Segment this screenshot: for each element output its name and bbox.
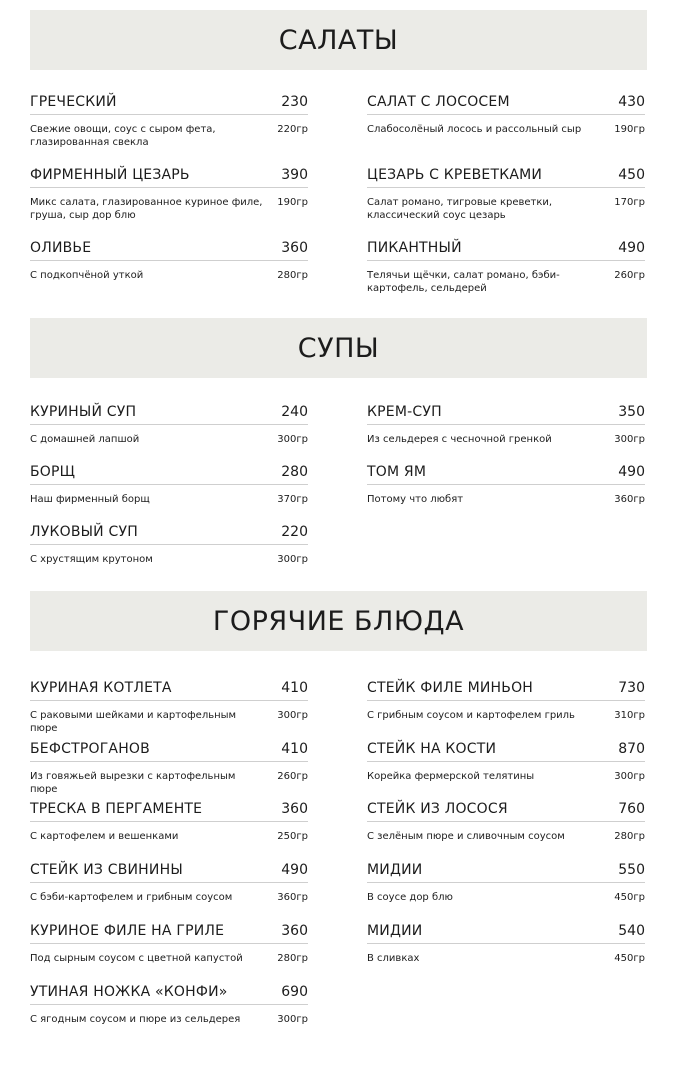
section-title: ГОРЯЧИЕ БЛЮДА	[212, 605, 465, 637]
item-description: Салат романо, тигровые креветки, классический соус цезарь	[367, 197, 553, 221]
item-description: Из говяжьей вырезки с картофельным пюре	[30, 771, 236, 795]
item-name: БОРЩ	[30, 464, 76, 480]
menu-item	[367, 915, 645, 965]
item-description: С подкопчёной уткой	[30, 270, 144, 281]
item-price: 430	[618, 94, 645, 110]
item-name: ТОМ ЯМ	[367, 464, 427, 480]
item-description: С ягодным соусом и пюре из сельдерея	[30, 1014, 241, 1025]
item-name: КРЕМ-СУП	[367, 404, 442, 420]
item-weight: 370гр	[277, 494, 308, 505]
item-name: СТЕЙК ФИЛЕ МИНЬОН	[367, 680, 534, 696]
menu-item	[367, 793, 645, 843]
item-price: 360	[281, 240, 308, 256]
item-name: СТЕЙК ИЗ СВИНИНЫ	[30, 862, 183, 878]
item-name: ЛУКОВЫЙ СУП	[30, 524, 138, 540]
item-description: С бэби-картофелем и грибным соусом	[30, 892, 233, 903]
menu-item	[30, 396, 308, 446]
item-name: МИДИИ	[367, 923, 423, 939]
item-name: БЕФСТРОГАНОВ	[30, 741, 150, 757]
item-description: Слабосолёный лосось и рассольный сыр	[367, 124, 582, 135]
item-name: УТИНАЯ НОЖКА «КОНФИ»	[30, 984, 228, 1000]
section-header-salads	[30, 10, 647, 70]
item-description: Микс салата, глазированное куриное филе, груша, сыр дор блю	[30, 197, 263, 221]
item-weight: 170гр	[614, 197, 645, 208]
section-title: САЛАТЫ	[278, 24, 399, 56]
item-description: С хрустящим крутоном	[30, 554, 153, 565]
item-price: 410	[281, 680, 308, 696]
item-weight: 280гр	[614, 831, 645, 842]
item-description: С раковыми шейками и картофельным пюре	[30, 710, 237, 734]
menu-item	[30, 86, 308, 149]
section-header-soups	[30, 318, 647, 378]
section-header-hot-dishes	[30, 591, 647, 651]
item-weight: 300гр	[614, 771, 645, 782]
menu-item	[367, 159, 645, 222]
item-weight: 300гр	[277, 1014, 308, 1025]
menu-item	[367, 456, 645, 506]
item-price: 490	[618, 240, 645, 256]
menu-item	[30, 733, 308, 796]
item-weight: 360гр	[614, 494, 645, 505]
item-description: Свежие овощи, соус с сыром фета, глазированная свекла	[30, 124, 216, 148]
item-name: КУРИНАЯ КОТЛЕТА	[30, 680, 172, 696]
item-price: 390	[281, 167, 308, 183]
item-price: 490	[281, 862, 308, 878]
item-description: Телячьи щёчки, салат романо, бэби-картофель, сельдерей	[367, 270, 560, 294]
menu-item	[30, 672, 308, 735]
item-name: ПИКАНТНЫЙ	[367, 240, 462, 256]
item-price: 240	[281, 404, 308, 420]
menu-item	[367, 672, 645, 722]
item-price: 540	[618, 923, 645, 939]
menu-item	[30, 516, 308, 566]
item-name: КУРИНЫЙ СУП	[30, 404, 137, 420]
item-weight: 260гр	[277, 771, 308, 782]
item-name: СТЕЙК НА КОСТИ	[367, 741, 497, 757]
section-title: СУПЫ	[297, 332, 380, 364]
item-description: С грибным соусом и картофелем гриль	[367, 710, 575, 721]
menu-item	[367, 733, 645, 783]
item-description: Из сельдерея с чесночной гренкой	[367, 434, 552, 445]
item-price: 230	[281, 94, 308, 110]
item-name: ФИРМЕННЫЙ ЦЕЗАРЬ	[30, 167, 190, 183]
menu-item	[367, 854, 645, 904]
item-weight: 300гр	[277, 434, 308, 445]
item-name: СТЕЙК ИЗ ЛОСОСЯ	[367, 801, 508, 817]
item-description: С домашней лапшой	[30, 434, 140, 445]
item-price: 280	[281, 464, 308, 480]
item-weight: 300гр	[277, 554, 308, 565]
item-price: 870	[618, 741, 645, 757]
item-price: 550	[618, 862, 645, 878]
item-name: ЦЕЗАРЬ С КРЕВЕТКАМИ	[367, 167, 543, 183]
item-description: С зелёным пюре и сливочным соусом	[367, 831, 565, 842]
item-description: Под сырным соусом с цветной капустой	[30, 953, 243, 964]
item-description: Корейка фермерской телятины	[367, 771, 535, 782]
item-description: Наш фирменный борщ	[30, 494, 150, 505]
item-description: С картофелем и вешенками	[30, 831, 179, 842]
menu-item	[367, 86, 645, 136]
item-price: 760	[618, 801, 645, 817]
item-name: ГРЕЧЕСКИЙ	[30, 94, 117, 110]
item-weight: 360гр	[277, 892, 308, 903]
menu-item	[367, 396, 645, 446]
item-name: ОЛИВЬЕ	[30, 240, 92, 256]
item-weight: 280гр	[277, 953, 308, 964]
item-price: 360	[281, 923, 308, 939]
item-price: 490	[618, 464, 645, 480]
item-weight: 190гр	[614, 124, 645, 135]
item-price: 360	[281, 801, 308, 817]
item-weight: 220гр	[277, 124, 308, 135]
item-weight: 190гр	[277, 197, 308, 208]
item-weight: 450гр	[614, 892, 645, 903]
item-name: САЛАТ С ЛОСОСЕМ	[367, 94, 510, 110]
item-description: В сливках	[367, 953, 420, 964]
item-price: 350	[618, 404, 645, 420]
menu-item	[30, 456, 308, 506]
item-weight: 280гр	[277, 270, 308, 281]
item-description: В соусе дор блю	[367, 892, 453, 903]
menu-item	[30, 159, 308, 222]
item-weight: 310гр	[614, 710, 645, 721]
menu-item	[30, 854, 308, 904]
item-weight: 260гр	[614, 270, 645, 281]
menu-item	[30, 232, 308, 282]
item-price: 690	[281, 984, 308, 1000]
menu-item	[30, 976, 308, 1026]
item-name: ТРЕСКА В ПЕРГАМЕНТЕ	[30, 801, 203, 817]
item-weight: 250гр	[277, 831, 308, 842]
item-weight: 450гр	[614, 953, 645, 964]
item-price: 730	[618, 680, 645, 696]
item-weight: 300гр	[614, 434, 645, 445]
item-name: МИДИИ	[367, 862, 423, 878]
item-price: 220	[281, 524, 308, 540]
menu-item	[367, 232, 645, 295]
item-description: Потому что любят	[367, 494, 464, 505]
item-price: 410	[281, 741, 308, 757]
menu-item	[30, 915, 308, 965]
item-weight: 300гр	[277, 710, 308, 721]
item-name: КУРИНОЕ ФИЛЕ НА ГРИЛЕ	[30, 923, 225, 939]
menu-item	[30, 793, 308, 843]
item-price: 450	[618, 167, 645, 183]
